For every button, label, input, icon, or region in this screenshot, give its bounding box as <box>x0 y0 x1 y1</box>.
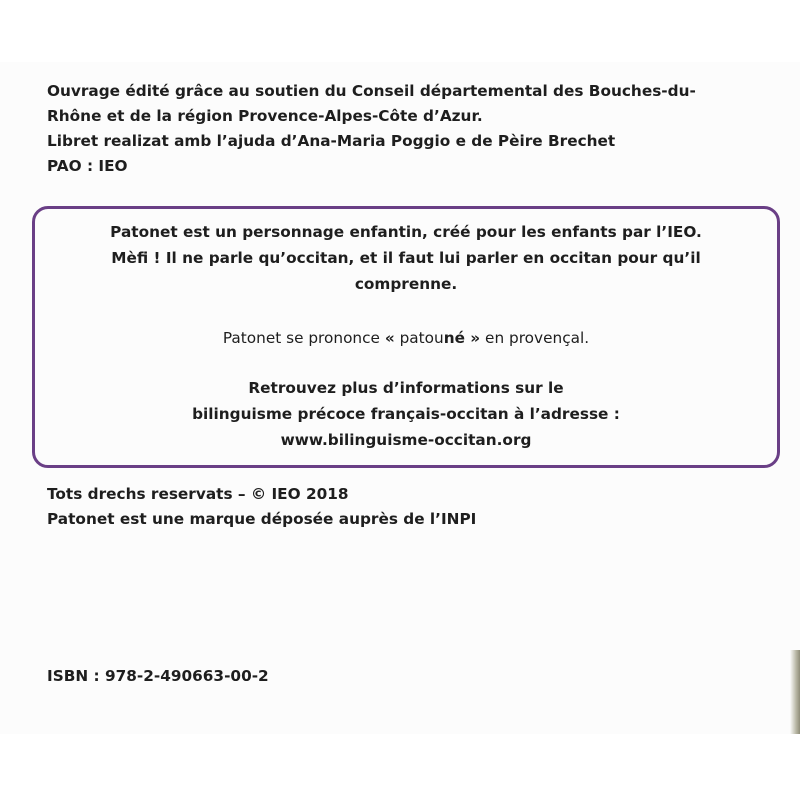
publication-credits <box>47 79 787 179</box>
info-paragraph-pronunciation <box>35 325 777 351</box>
open-quote: « <box>384 329 395 347</box>
pronunciation-prefix: Patonet se prononce <box>222 329 385 347</box>
copyright-line: Tots drechs reservats – © IEO 2018 <box>47 485 349 503</box>
website-url: www.bilinguisme-occitan.org <box>280 431 532 449</box>
credits-line-support-2: Rhône et de la région Provence-Alpes-Côte d’Azur. <box>47 107 483 125</box>
close-quote: » <box>464 329 481 347</box>
rights-notice <box>47 482 476 532</box>
page-edge-shadow <box>790 650 800 734</box>
isbn-number: ISBN : 978-2-490663-00-2 <box>47 667 269 685</box>
credits-line-support-1: Ouvrage édité grâce au soutien du Conseil départemental des Bouches-du- <box>47 82 696 100</box>
credits-line-pao: PAO : IEO <box>47 157 128 175</box>
info-line: Mèfi ! Il ne parle qu’occitan, et il faut lui parler en occitan pour qu’il <box>111 249 701 267</box>
info-paragraph-website <box>35 375 777 453</box>
info-line: bilinguisme précoce français-occitan à l’adresse : <box>192 405 620 423</box>
pronunciation-suffix: en provençal. <box>480 329 590 347</box>
trademark-line: Patonet est une marque déposée auprès de l’INPI <box>47 510 477 528</box>
info-paragraph-character <box>35 219 777 297</box>
pronunciation-emphasis: né <box>443 329 465 347</box>
credits-line-authors: Libret realizat amb l’ajuda d’Ana-Maria Poggio e de Pèire Brechet <box>47 132 616 150</box>
info-box <box>32 206 780 468</box>
pronunciation-word-start: patou <box>394 329 444 347</box>
info-line: Retrouvez plus d’informations sur le <box>248 379 564 397</box>
info-line: comprenne. <box>354 275 458 293</box>
info-line: Patonet est un personnage enfantin, créé pour les enfants par l’IEO. <box>110 223 702 241</box>
